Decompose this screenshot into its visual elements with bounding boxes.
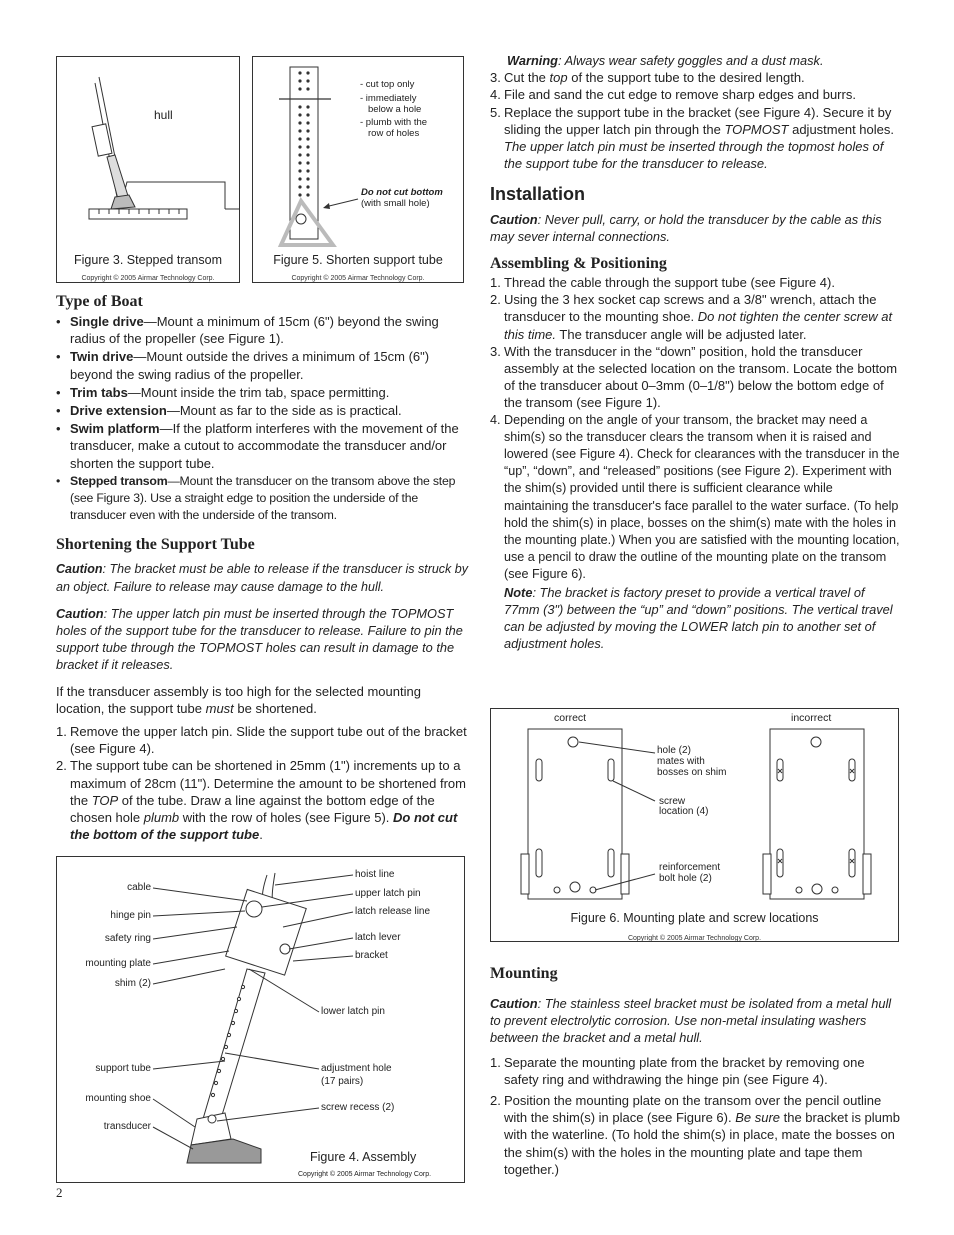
fig6-label-3: bosses on shim [657, 767, 727, 778]
label-hoist-line: hoist line [355, 869, 395, 880]
figure-5-copyright: Copyright © 2005 Airmar Technology Corp. [291, 275, 425, 282]
boat-type-item: • Swim platform—If the platform interferes with the movement of the transducer, make a cutout to accommodate the transducer and/or shorten the support tube. [56, 420, 468, 472]
mounting-caution: Caution: The stainless steel bracket must be isolated from a metal hull to prevent electrolytic corrosion. Use non-metal insulating washers between the bracket and a metal hull. [490, 996, 892, 1046]
stepped-transom-illustration [57, 57, 239, 282]
shortening-caution-1: Caution: The bracket must be able to release if the transducer is struck by an object. Failure to release may cause damage to the hull. [56, 562, 468, 594]
label-bracket: bracket [355, 950, 388, 961]
figure-6-caption: Figure 6. Mounting plate and screw locations [570, 911, 819, 925]
mounting-steps [490, 1054, 900, 1178]
left-column [56, 292, 468, 843]
assembling-step-3: 3. With the transducer in the “down” position, hold the transducer assembly at the selected location on the transom. Locate the bottom of the transducer about 0–3mm (0–1/8") below the bottom edge of the transom (see Figure 1). [490, 343, 898, 411]
fig5-note-2: - immediately [360, 93, 417, 104]
label-cable: cable [127, 882, 151, 893]
hull-label: hull [154, 108, 173, 122]
warning-text: Warning: Always wear safety goggles and a dust mask. [507, 53, 824, 68]
shortening-intro: If the transducer assembly is too high for the selected mounting location, the support tube must be shortened. [56, 683, 421, 716]
do-not-cut-label: Do not cut bottom [361, 187, 443, 198]
assembling-step-2: 2. Using the 3 hex socket cap screws and a 3/8" wrench, attach the transducer to the mounting shoe. Do not tighten the center screw at this time. The transducer angle will be adjusted later. [490, 292, 893, 342]
figure-3-copyright: Copyright © 2005 Airmar Technology Corp. [81, 275, 215, 282]
mounting-heading: Mounting [490, 965, 558, 982]
boat-type-item: • Drive extension—Mount as far to the side as is practical. [56, 402, 468, 419]
label-safety-ring: safety ring [104, 933, 151, 944]
shortening-step-2: 2. The support tube can be shortened in 25mm (1") increments up to a maximum of 28cm (11"). Determine the amount to be shortened from the TOP of the tube. Draw a line against the bottom edge of the chosen hole plumb with the row of holes (see Figure 5). Do not cut the bottom of the support tube. [56, 758, 466, 843]
assembling-note: Note: The bracket is factory preset to provide a vertical travel of 77mm (3") between the “up” and “down” positions. The vertical travel can be adjusted by moving the LOWER latch pin to another set of adjustment holes. [504, 584, 893, 652]
fig6-label-6: reinforcement [659, 862, 721, 873]
fig6-label-2: mates with [657, 756, 705, 767]
figure-3 [56, 56, 240, 283]
shortening-steps-continued [490, 69, 900, 172]
fig6-label-4: screw [659, 796, 686, 807]
mounting-step-1: 1. Separate the mounting plate from the bracket by removing one safety ring and withdrawing the hinge pin (see Figure 4). [490, 1054, 865, 1087]
figure-4-copyright: Copyright © 2005 Airmar Technology Corp. [298, 1171, 432, 1178]
boat-type-list [56, 313, 468, 524]
label-screw-recess: screw recess (2) [321, 1102, 395, 1113]
correct-label: correct [554, 712, 587, 724]
incorrect-label: incorrect [791, 712, 832, 724]
right-column-top [490, 52, 900, 653]
label-17-pairs: (17 pairs) [321, 1076, 364, 1087]
label-shim: shim (2) [114, 978, 151, 989]
figure-3-caption: Figure 3. Stepped transom [74, 253, 222, 267]
fig6-label-7: bolt hole (2) [659, 873, 712, 884]
installation-caution: Caution: Never pull, carry, or hold the transducer by the cable as this may sever internal connections. [490, 211, 882, 244]
boat-type-item: • Twin drive—Mount outside the drives a minimum of 15cm (6") beyond the swing radius of the propeller. [56, 348, 468, 382]
shortening-caution-2: Caution: The upper latch pin must be inserted through the TOPMOST holes of the support tube for the transducer to release. Failure to pin the support tube through the TOPMOST holes can result in damage to the bracket if it releases. [56, 605, 463, 673]
label-support-tube: support tube [95, 1063, 151, 1074]
mounting-section [490, 964, 900, 1178]
figure-6 [490, 708, 899, 942]
small-hole-label: (with small hole) [361, 198, 430, 209]
shortening-step-5: 5. Replace the support tube in the bracket (see Figure 4). Secure it by sliding the upper latch pin through the TOPMOST adjustment holes. The upper latch pin must be inserted through the topmost holes of the support tube for the transducer to release. [490, 104, 894, 172]
installation-heading: Installation [490, 184, 586, 205]
boat-type-item: • Single drive—Mount a minimum of 15cm (6") beyond the swing radius of the propeller (see Figure 1). [56, 313, 468, 347]
fig6-label-1: hole (2) [657, 745, 691, 756]
figure-4 [56, 856, 465, 1183]
label-transducer: transducer [103, 1121, 151, 1132]
fig5-note-5: row of holes [368, 128, 420, 139]
shortening-step-1: 1. Remove the upper latch pin. Slide the support tube out of the bracket (see Figure 4). [56, 724, 467, 757]
label-upper-latch-pin: upper latch pin [355, 888, 421, 899]
figure-6-copyright: Copyright © 2005 Airmar Technology Corp. [627, 935, 762, 942]
label-latch-release-line: latch release line [355, 906, 431, 917]
type-of-boat-heading: Type of Boat [56, 293, 143, 310]
label-mounting-shoe: mounting shoe [85, 1093, 151, 1104]
fig6-label-5: location (4) [659, 806, 709, 817]
label-lower-latch-pin: lower latch pin [321, 1006, 385, 1017]
figure-4-caption: Figure 4. Assembly [310, 1150, 417, 1164]
shortening-heading: Shortening the Support Tube [56, 536, 255, 554]
assembling-heading: Assembling & Positioning [490, 255, 667, 273]
figure-5-caption: Figure 5. Shorten support tube [273, 253, 443, 267]
shortening-steps [56, 723, 468, 843]
fig5-note-4: - plumb with the [360, 117, 428, 128]
fig5-note-3: below a hole [368, 104, 422, 115]
page-number: 2 [56, 1185, 63, 1200]
label-latch-lever: latch lever [355, 932, 401, 943]
label-mounting-plate: mounting plate [85, 958, 151, 969]
figure-5 [252, 56, 464, 283]
assembling-step-1: 1. Thread the cable through the support tube (see Figure 4). [490, 275, 835, 291]
assembling-step-4: 4. Depending on the angle of your transom, the bracket may need a shim(s) so the transducer clears the transom when it is raised and lowered (see Figure 4). Check for clearances with the transducer in the “up”, “down”, and “released” positions (see Figure 2). Experiment with the shim(s) provided until there is sufficient clearance while maintaining the transducer's face parallel to the water surface. (To help hold the shim(s) in place, bosses on the shim(s) mate with the holes in the mounting plate.) When you are satisfied with the mounting location, use a pencil to draw the outline of the mounting plate on the transom (see Figure 6). [490, 412, 900, 582]
shortening-step-3: 3. Cut the top of the support tube to the desired length. [490, 70, 805, 86]
label-hinge-pin: hinge pin [110, 910, 151, 921]
shortening-step-4: 4. File and sand the cut edge to remove sharp edges and burrs. [490, 87, 856, 103]
boat-type-item: • Stepped transom—Mount the transducer on the transom above the step (see Figure 3). Use a straight edge to position the underside of the transducer even with the underside of the transom. [56, 473, 468, 525]
label-adjustment-hole: adjustment hole [321, 1063, 392, 1074]
boat-type-item: • Trim tabs—Mount inside the trim tab, space permitting. [56, 384, 468, 401]
mounting-step-2: 2. Position the mounting plate on the transom over the pencil outline with the shim(s) in place (see Figure 6). Be sure the bracket is plumb with the waterline. (To hold the shim(s) in place, mate the bosses on the shim(s) with the holes in the mounting plate and tape them together.) [490, 1093, 900, 1177]
support-tube-illustration [253, 57, 463, 282]
assembling-steps [490, 274, 900, 584]
mounting-plate-illustration [491, 709, 898, 941]
fig5-note-1: - cut top only [360, 79, 415, 90]
